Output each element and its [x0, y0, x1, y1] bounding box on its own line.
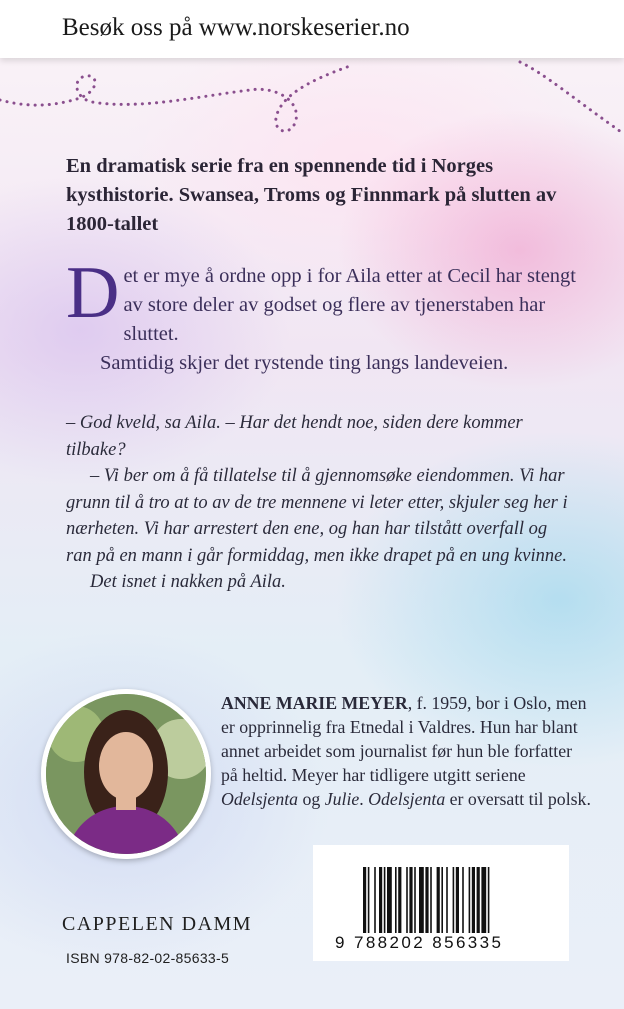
barcode-bar — [387, 867, 392, 933]
barcode-digits: 9 788202 856335 — [335, 933, 504, 952]
barcode-bar — [425, 867, 428, 933]
barcode-bar — [453, 867, 455, 933]
author-bio — [221, 691, 591, 811]
barcode-bar — [481, 867, 486, 933]
barcode — [313, 845, 569, 961]
barcode-bar — [363, 867, 366, 933]
summary-paragraph-1: et er mye å ordne opp i for Aila etter at Cecil har stengt av store deler av godset og flere av tjenerstaben har sluttet. — [123, 265, 576, 345]
series-title-odelsjenta-2: Odelsjenta — [368, 789, 446, 809]
summary-paragraph-2: Samtidig skjer det rystende ting langs landeveien. — [100, 352, 509, 374]
author-name: ANNE MARIE MEYER — [221, 693, 408, 713]
excerpt-line-1: – God kveld, sa Aila. – Har det hendt noe, siden dere kommer tilbake? — [66, 413, 523, 460]
author-photo — [41, 689, 211, 859]
barcode-bar — [398, 867, 401, 933]
barcode-bar — [462, 867, 464, 933]
author-portrait-illustration — [46, 694, 206, 854]
barcode-bar — [456, 867, 459, 933]
series-title-julie: Julie — [324, 789, 360, 809]
barcode-bar — [472, 867, 475, 933]
dotted-swirl-decoration — [0, 56, 624, 146]
website-banner — [0, 0, 624, 58]
summary-block — [66, 252, 586, 378]
barcode-bars — [363, 867, 559, 933]
barcode-bar — [406, 867, 408, 933]
barcode-bar — [395, 867, 397, 933]
barcode-bar — [419, 867, 424, 933]
barcode-bar — [477, 867, 480, 933]
excerpt-line-3: Det isnet i nakken på Aila. — [90, 572, 286, 592]
publisher-logo: CAPPELEN DAMM — [62, 913, 253, 935]
barcode-bar — [409, 867, 412, 933]
author-bio-text-3: . — [359, 789, 369, 809]
barcode-bar — [430, 867, 432, 933]
series-title-odelsjenta: Odelsjenta — [221, 789, 299, 809]
book-excerpt — [66, 410, 570, 596]
barcode-bar — [488, 867, 490, 933]
barcode-bar — [469, 867, 471, 933]
drop-cap: D — [66, 252, 120, 334]
author-bio-text-2: og — [298, 789, 325, 809]
barcode-bar — [379, 867, 382, 933]
barcode-bar — [374, 867, 376, 933]
barcode-bar — [414, 867, 416, 933]
excerpt-line-2: – Vi ber om å få tillatelse til å gjennomsøke eiendommen. Vi har grunn til å tro at to av de tre mennene vi leter etter, skjuler seg her i nærheten. Vi har arrestert den ene, og han har tilstått overfall og ran på en mann i går formiddag, men ikke drapet på en ung kvinne. — [66, 466, 568, 566]
author-bio-text-1: , f. 1959, bor i Oslo, men er opprinnelig fra Etnedal i Valdres. Hun har blant annet arbeidet som journalist før hun ble forfatter på heltid. Meyer har tidligere utgitt seriene — [221, 693, 587, 785]
author-bio-text-4: er oversatt til polsk. — [445, 789, 591, 809]
website-text: Besøk oss på www.norskeserier.no — [62, 14, 410, 41]
barcode-bar — [384, 867, 386, 933]
barcode-bar — [446, 867, 448, 933]
barcode-bar — [441, 867, 443, 933]
barcode-bar — [437, 867, 440, 933]
isbn-number: ISBN 978-82-02-85633-5 — [66, 950, 230, 966]
barcode-bar — [368, 867, 370, 933]
series-intro: En dramatisk serie fra en spennende tid i Norges kysthistorie. Swansea, Troms og Finnmark på slutten av 1800-tallet — [66, 155, 557, 235]
